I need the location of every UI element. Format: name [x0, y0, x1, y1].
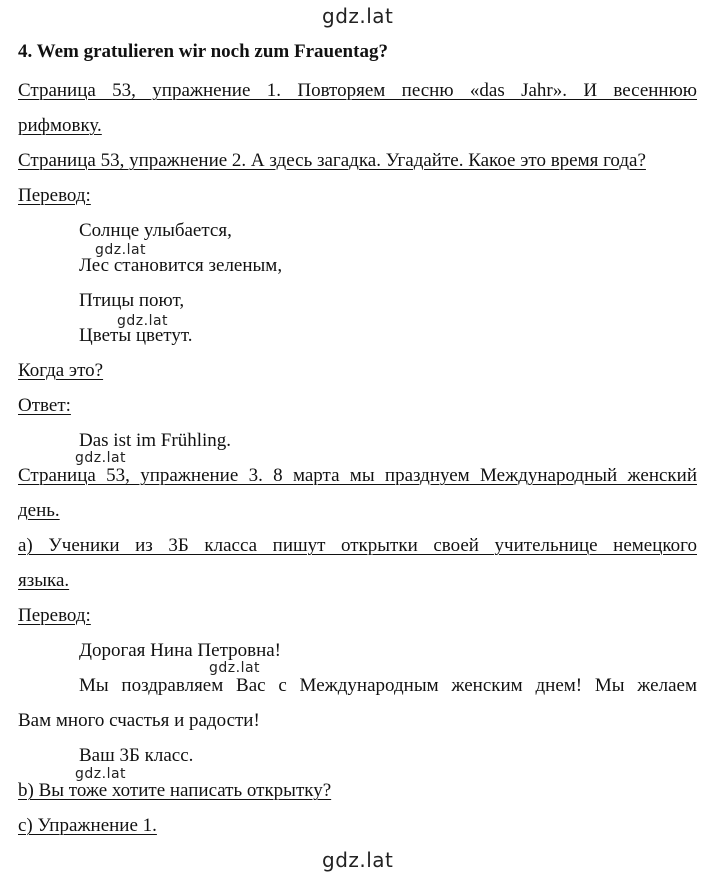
exercise-3c-task: c) Упражнение 1. [18, 815, 157, 836]
letter-body: Мы поздравляем Вас с Международным женским днем! Мы желаем [79, 675, 697, 696]
exercise-heading: 4. Wem gratulieren wir noch zum Frauentag? [18, 41, 388, 62]
exercise-1-task: Страница 53, упражнение 1. Повторяем песню «das Jahr». И весеннюю [18, 80, 697, 101]
poem-line: Солнце улыбается, [79, 220, 232, 241]
watermark: gdz.lat [75, 766, 127, 782]
watermark: gdz.lat [117, 313, 169, 329]
exercise-3-task: Страница 53, упражнение 3. 8 марта мы празднуем Международный женский [18, 465, 697, 486]
question: Когда это? [18, 360, 104, 381]
exercise-3a-task: а) Ученики из 3Б класса пишут открытки своей учительнице немецкого [18, 535, 697, 556]
watermark: gdz.lat [95, 242, 147, 258]
watermark-top: gdz.lat [322, 4, 394, 28]
answer-text: Das ist im Frühling. [79, 430, 232, 451]
answer-label: Ответ: [18, 395, 71, 416]
letter-signature: Ваш 3Б класс. [79, 745, 194, 766]
exercise-3b-task: b) Вы тоже хотите написать открытку? [18, 780, 332, 801]
translation-label: Перевод: [18, 605, 91, 626]
letter-greeting: Дорогая Нина Петровна! [79, 640, 282, 661]
exercise-3a-task-cont: языка. [18, 570, 70, 591]
exercise-2-task: Страница 53, упражнение 2. А здесь загадка. Угадайте. Какое это время года? [18, 150, 646, 171]
translation-label: Перевод: [18, 185, 91, 206]
watermark: gdz.lat [209, 660, 261, 676]
poem-line: Лес становится зеленым, [79, 255, 283, 276]
watermark: gdz.lat [75, 450, 127, 466]
exercise-3-task-cont: день. [18, 500, 60, 521]
letter-body-cont: Вам много счастья и радости! [18, 710, 260, 731]
poem-line: Цветы цветут. [79, 325, 193, 346]
exercise-1-task-cont: рифмовку. [18, 115, 102, 136]
poem-line: Птицы поют, [79, 290, 185, 311]
watermark-bottom: gdz.lat [322, 848, 394, 872]
